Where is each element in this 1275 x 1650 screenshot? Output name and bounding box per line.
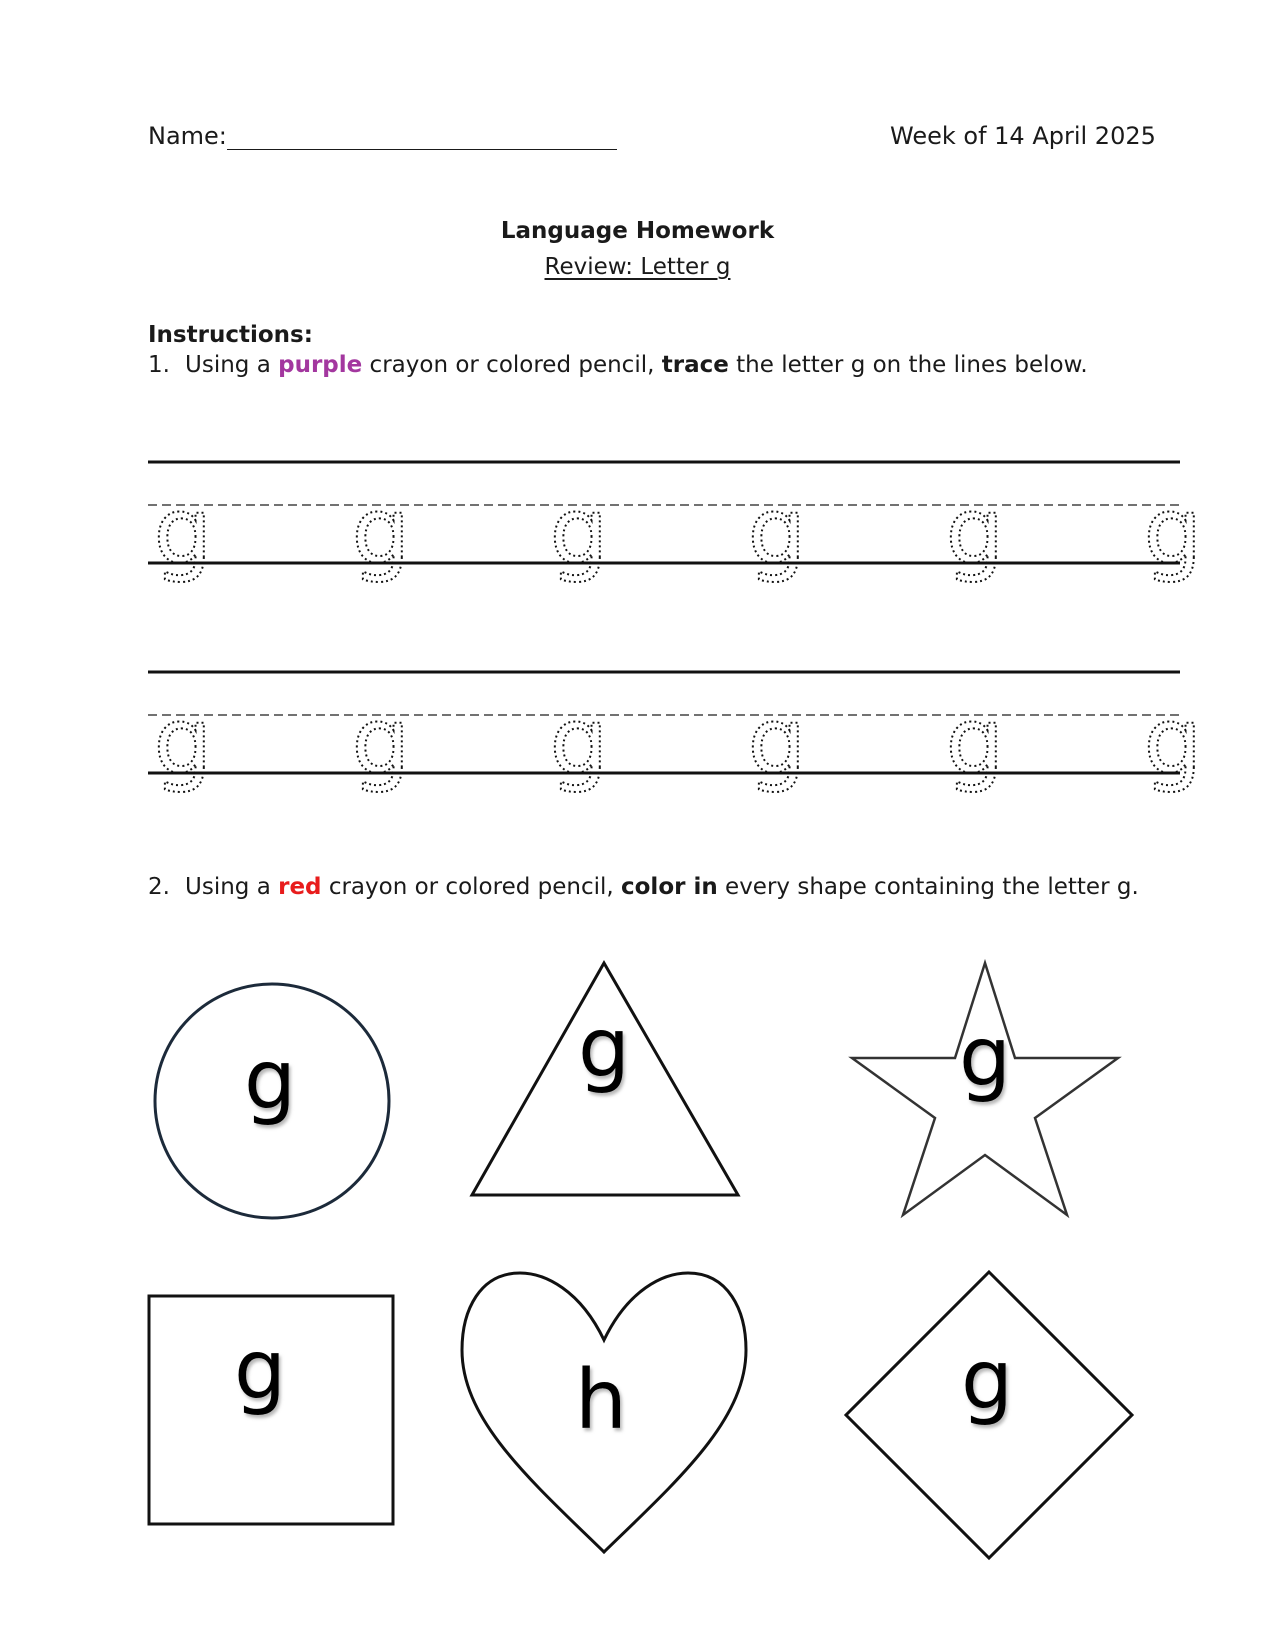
instructions-heading: Instructions: — [148, 322, 313, 348]
step-1-color-word: purple — [278, 352, 363, 378]
dotted-trace-letter[interactable]: g — [747, 688, 807, 795]
dotted-trace-letter[interactable]: g — [351, 478, 411, 585]
shape-diamond[interactable] — [846, 1272, 1132, 1558]
dotted-trace-letter[interactable]: g — [549, 478, 609, 585]
step-1-part1: Using a — [185, 352, 279, 378]
name-label: Name: — [148, 122, 227, 150]
step-2-action: color in — [621, 874, 718, 900]
shape-circle-letter: g — [243, 1033, 297, 1128]
shape-square-letter: g — [233, 1323, 287, 1418]
dotted-trace-letter[interactable]: g — [945, 688, 1005, 795]
step-1-action: trace — [661, 352, 729, 378]
shape-square[interactable] — [149, 1296, 393, 1524]
dotted-trace-letter[interactable]: g — [1143, 688, 1203, 795]
step-1-number: 1. — [148, 352, 170, 378]
dotted-trace-letter[interactable]: g — [945, 478, 1005, 585]
shape-diamond-letter: g — [960, 1333, 1014, 1428]
shape-triangle[interactable] — [472, 963, 738, 1195]
dotted-trace-letter[interactable]: g — [549, 688, 609, 795]
shape-star-letter: g — [958, 1010, 1012, 1105]
dotted-trace-letter[interactable]: g — [153, 688, 213, 795]
page-title: Language Homework — [500, 218, 775, 244]
dotted-trace-letter[interactable]: g — [153, 478, 213, 585]
shape-heart-letter: h — [575, 1353, 627, 1448]
shape-heart[interactable] — [462, 1273, 746, 1552]
subtitle-text: Review: Letter g — [544, 254, 731, 280]
step-2-part1: Using a — [185, 874, 279, 900]
shape-circle[interactable] — [155, 984, 389, 1218]
step-2-number: 2. — [148, 874, 170, 900]
step-2-part2: crayon or colored pencil, — [321, 874, 621, 900]
step-1-part3: the letter g on the lines below. — [728, 352, 1088, 378]
step-2-color-word: red — [278, 874, 322, 900]
step-1-part2: crayon or colored pencil, — [362, 352, 662, 378]
shape-star[interactable] — [852, 963, 1118, 1215]
dotted-trace-letter[interactable]: g — [747, 478, 807, 585]
step-2-part3: every shape containing the letter g. — [717, 874, 1139, 900]
dotted-trace-letter[interactable]: g — [1143, 478, 1203, 585]
dotted-trace-letter[interactable]: g — [351, 688, 411, 795]
shape-triangle-letter: g — [577, 1001, 631, 1096]
week-label: Week of 14 April 2025 — [890, 122, 1156, 150]
